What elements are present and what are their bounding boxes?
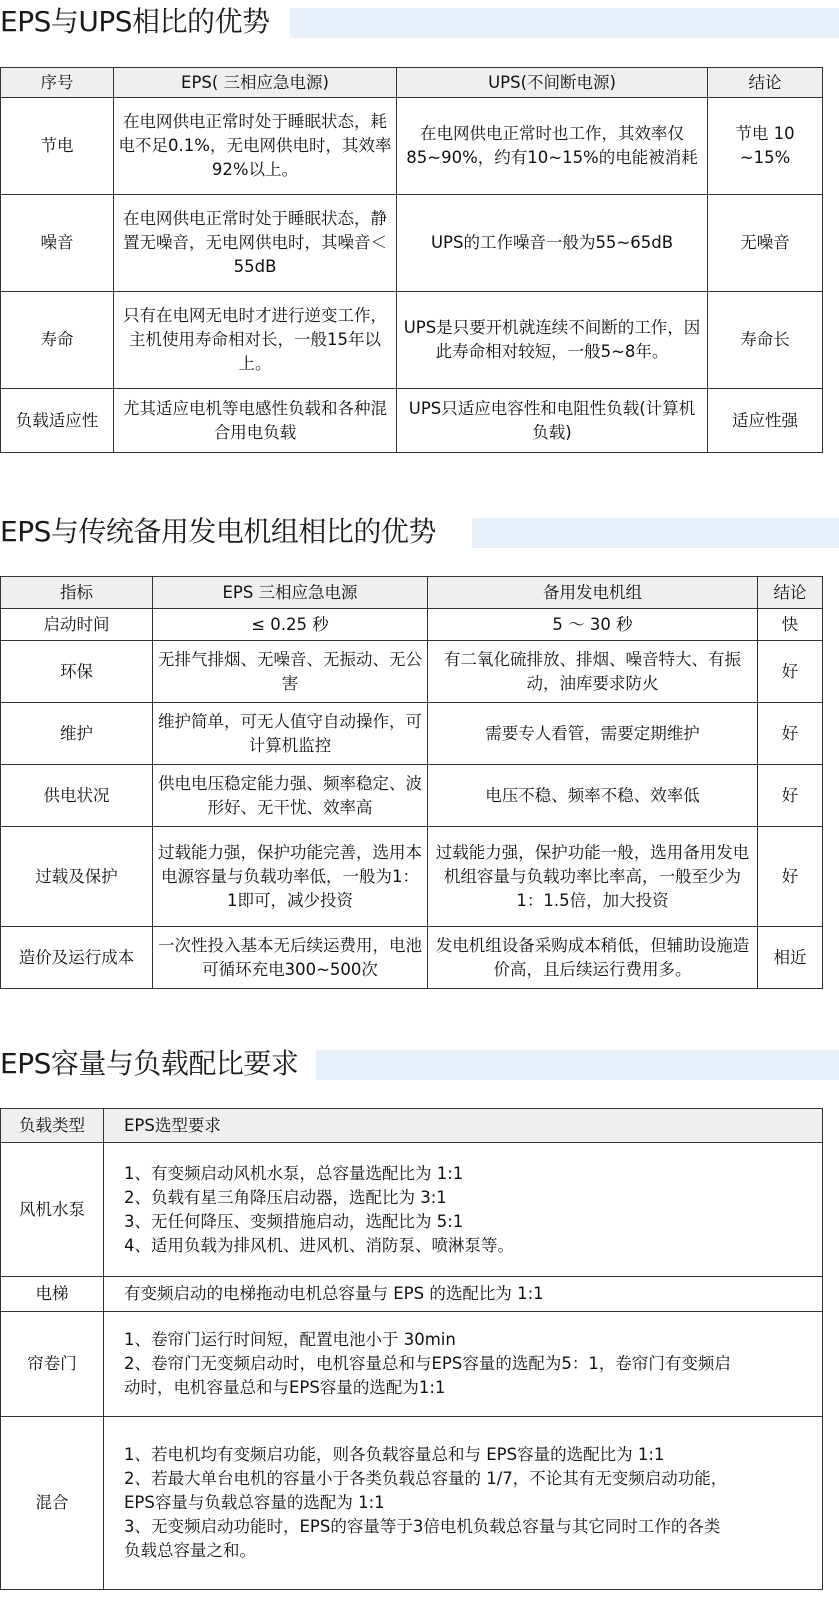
generator-cell: 5 ～ 30 秒 (428, 609, 758, 641)
table-row (1, 1417, 823, 1590)
ups-cell: 在电网供电正常时也工作，其效率仅85~90%，约有10~15%的电能被消耗 (397, 98, 708, 195)
header-cell: EPS选型要求 (104, 1109, 823, 1143)
requirement-cell (104, 1417, 823, 1590)
generator-cell: 过载能力强，保护功能一般，选用备用发电机组容量与负载功率比率高，一般至少为1：1.5倍，加大投资 (428, 827, 758, 927)
eps-cell: 无排气排烟、无噪音、无振动、无公害 (153, 641, 428, 703)
section2-title: EPS与传统备用发电机组相比的优势 (0, 515, 436, 548)
row-label: 风机水泵 (1, 1143, 104, 1277)
requirement-line: 动时，电机容量总和与EPS容量的选配为1:1 (124, 1378, 446, 1397)
row-label: 环保 (1, 641, 153, 703)
row-label: 节电 (1, 98, 114, 195)
requirement-line: 负载总容量之和。 (124, 1541, 256, 1560)
section3-title-bar (316, 1050, 839, 1080)
table-row (1, 1143, 823, 1277)
table-row (1, 827, 823, 927)
row-label: 启动时间 (1, 609, 153, 641)
requirement-line: 1、有变频启动风机水泵，总容量选配比为 1:1 (124, 1163, 464, 1183)
requirement-cell (104, 1143, 823, 1277)
eps-cell: 在电网供电正常时处于睡眠状态，静置无噪音，无电网供电时，其噪音＜55dB (114, 195, 397, 292)
generator-cell: 发电机组设备采购成本稍低，但辅助设施造价高，且后续运行费用多。 (428, 927, 758, 989)
eps-cell: 维护简单，可无人值守自动操作，可计算机监控 (153, 703, 428, 765)
requirement-line: 2、负载有星三角降压启动器，选配比为 3:1 (124, 1187, 447, 1207)
eps-cell: 一次性投入基本无后续运费用，电池可循环充电300~500次 (153, 927, 428, 989)
table-row (1, 389, 823, 453)
table-row (1, 765, 823, 827)
row-label: 帘卷门 (1, 1312, 104, 1417)
generator-cell: 有二氧化硫排放、排烟、噪音特大、有振动，油库要求防火 (428, 641, 758, 703)
header-cell: 结论 (708, 68, 823, 98)
row-label: 寿命 (1, 292, 114, 389)
eps-cell: ≤ 0.25 秒 (153, 609, 428, 641)
generator-cell: 需要专人看管，需要定期维护 (428, 703, 758, 765)
eps-cell: 过载能力强，保护功能完善，选用本电源容量与负载功率低，一般为1：1即可，减少投资 (153, 827, 428, 927)
requirement-cell (104, 1277, 823, 1312)
conclusion-cell: 节电 10 ~15% (708, 98, 823, 195)
row-label: 供电状况 (1, 765, 153, 827)
ups-cell: UPS的工作噪音一般为55~65dB (397, 195, 708, 292)
row-label: 负载适应性 (1, 389, 114, 453)
requirement-line: 2、若最大单台电机的容量小于各类负载总容量的 1/7，不论其有无变频启动功能， (124, 1469, 728, 1488)
ups-cell: UPS是只要开机就连续不间断的工作，因此寿命相对较短，一般5~8年。 (397, 292, 708, 389)
ups-cell: UPS只适应电容性和电阻性负载(计算机负载) (397, 389, 708, 453)
row-label: 噪音 (1, 195, 114, 292)
table-row (1, 98, 823, 195)
eps-cell: 在电网供电正常时处于睡眠状态，耗电不足0.1%，无电网供电时，其效率92%以上。 (114, 98, 397, 195)
requirement-line: 2、卷帘门无变频启动时，电机容量总和与EPS容量的选配为5：1，卷帘门有变频启 (124, 1354, 731, 1373)
eps-vs-generator-table (0, 576, 823, 989)
header-cell: EPS( 三相应急电源) (114, 68, 397, 98)
eps-vs-ups-table (0, 67, 823, 453)
table-row (1, 609, 823, 641)
conclusion-cell: 好 (758, 827, 823, 927)
row-label: 造价及运行成本 (1, 927, 153, 989)
header-cell: 备用发电机组 (428, 577, 758, 609)
requirement-line: 4、适用负载为排风机、进风机、消防泵、喷淋泵等。 (124, 1235, 514, 1255)
section1-header (0, 2, 839, 46)
conclusion-cell: 适应性强 (708, 389, 823, 453)
section2-title-bar (472, 518, 839, 548)
conclusion-cell: 无噪音 (708, 195, 823, 292)
conclusion-cell: 寿命长 (708, 292, 823, 389)
eps-load-ratio-table (0, 1108, 823, 1590)
header-cell: 负载类型 (1, 1109, 104, 1143)
row-label: 过载及保护 (1, 827, 153, 927)
conclusion-cell: 快 (758, 609, 823, 641)
requirement-line: 3、无变频启动功能时，EPS的容量等于3倍电机负载总容量与其它同时工作的各类 (124, 1517, 721, 1536)
section3-header (0, 1044, 839, 1088)
table-row (1, 195, 823, 292)
requirement-line: 有变频启动的电梯拖动电机总容量与 EPS 的选配比为 1:1 (124, 1284, 544, 1303)
requirement-line: 3、无任何降压、变频措施启动，选配比为 5:1 (124, 1211, 464, 1231)
table-row (1, 1277, 823, 1312)
generator-cell: 电压不稳、频率不稳、效率低 (428, 765, 758, 827)
conclusion-cell: 相近 (758, 927, 823, 989)
eps-cell: 供电电压稳定能力强、频率稳定、波形好、无干忧、效率高 (153, 765, 428, 827)
header-cell: EPS 三相应急电源 (153, 577, 428, 609)
header-cell: 序号 (1, 68, 114, 98)
section1-title-bar (290, 8, 839, 38)
row-label: 混合 (1, 1417, 104, 1590)
requirement-line: 1、卷帘门运行时间短，配置电池小于 30min (124, 1330, 456, 1349)
conclusion-cell: 好 (758, 765, 823, 827)
requirement-line: 1、若电机均有变频启功能，则各负载容量总和与 EPS容量的选配比为 1:1 (124, 1445, 665, 1464)
header-cell: 指标 (1, 577, 153, 609)
requirement-cell (104, 1312, 823, 1417)
section2-header (0, 512, 839, 556)
table-row (1, 641, 823, 703)
row-label: 维护 (1, 703, 153, 765)
section1-title: EPS与UPS相比的优势 (0, 5, 270, 38)
table-row (1, 292, 823, 389)
table-row (1, 1312, 823, 1417)
requirement-line: EPS容量与负载总容量的选配为 1:1 (124, 1493, 385, 1512)
conclusion-cell: 好 (758, 703, 823, 765)
table-row (1, 927, 823, 989)
row-label: 电梯 (1, 1277, 104, 1312)
conclusion-cell: 好 (758, 641, 823, 703)
header-cell: 结论 (758, 577, 823, 609)
eps-cell: 只有在电网无电时才进行逆变工作，主机使用寿命相对长，一般15年以上。 (114, 292, 397, 389)
table-row (1, 703, 823, 765)
header-cell: UPS(不间断电源) (397, 68, 708, 98)
eps-cell: 尤其适应电机等电感性负载和各种混合用电负载 (114, 389, 397, 453)
section3-title: EPS容量与负载配比要求 (0, 1047, 299, 1080)
